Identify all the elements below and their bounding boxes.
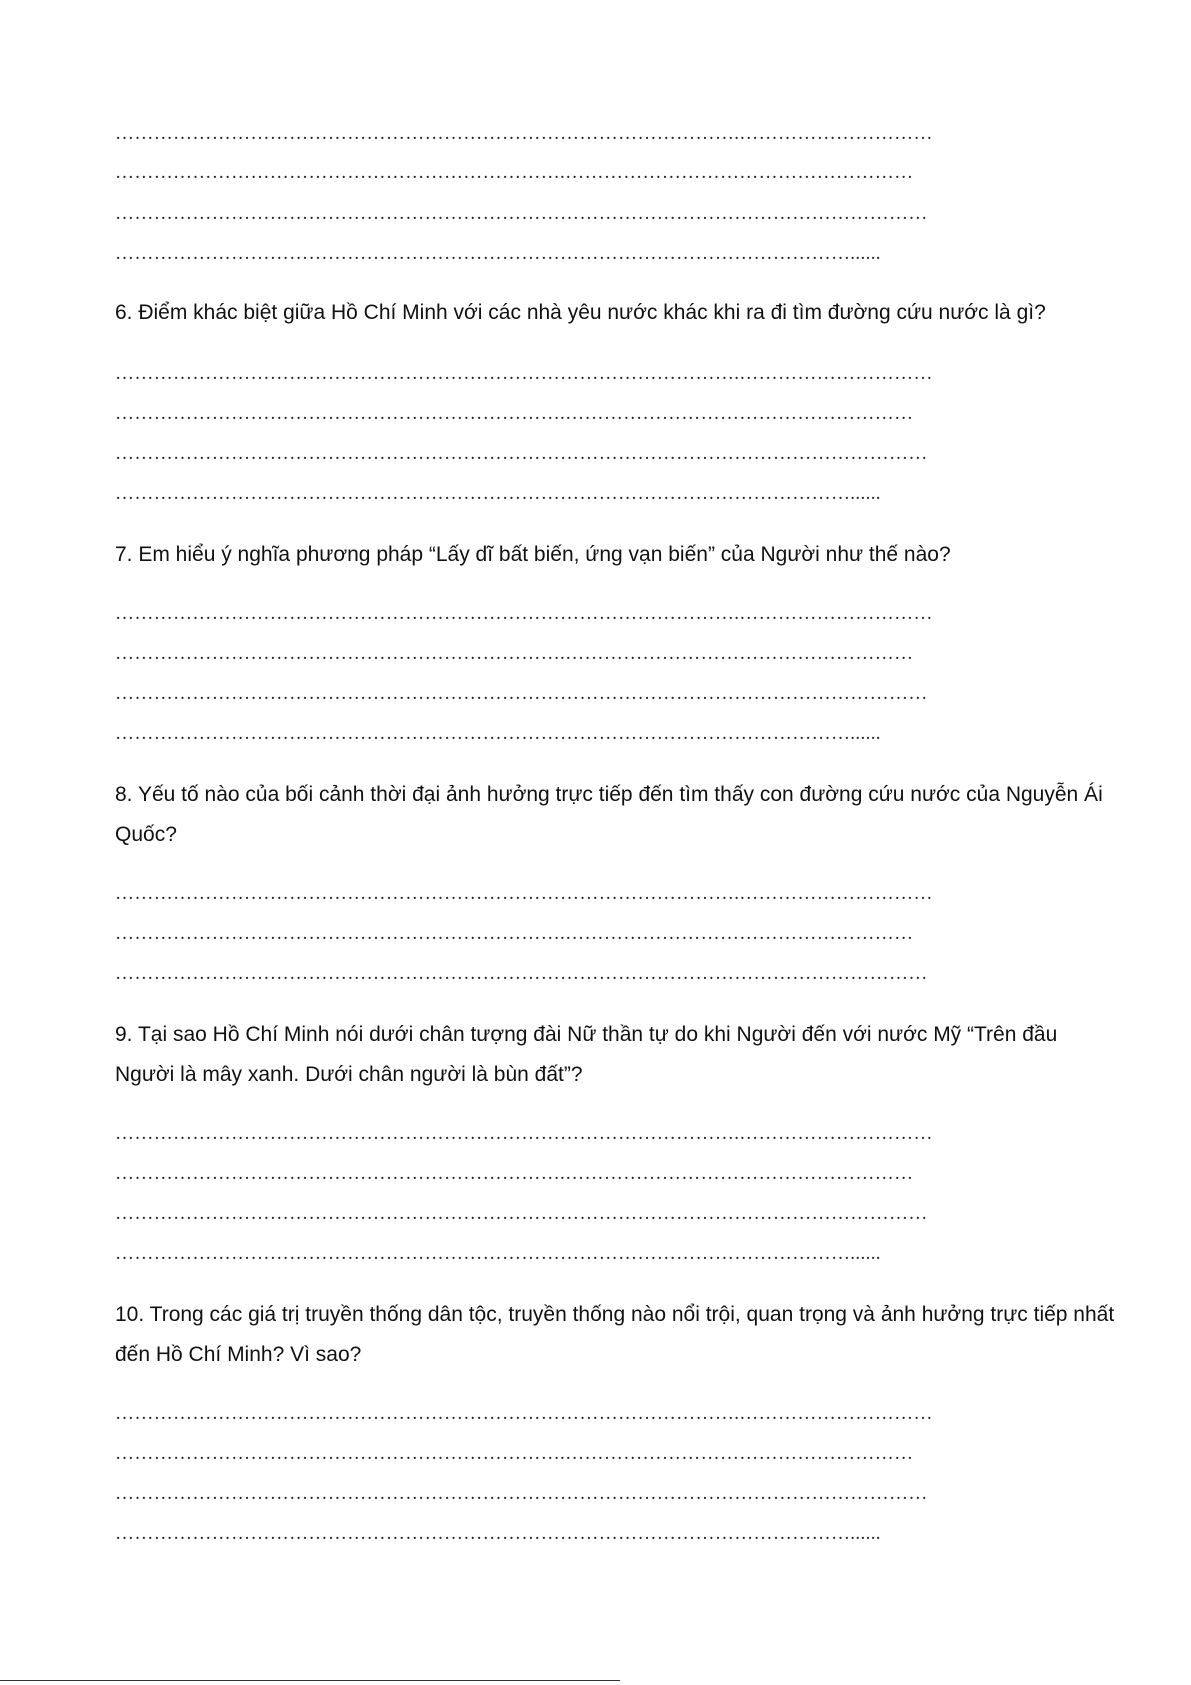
answer-line: ……………………………………………………………………………………………………………… (115, 1203, 928, 1224)
answer-line: …………………………………………………………….……………………………………………… (115, 162, 914, 183)
answer-line: ……………………………………………………………………………………………………………… (115, 683, 928, 704)
answer-line: ……………………………………………………………………………………………………...... (115, 243, 881, 264)
answer-line: ……………………………………………………………………………………………………………… (115, 203, 928, 224)
answer-line: ……………………………………………………………………………………………………………… (115, 963, 928, 984)
answer-line: ……………………………………………………………………………………………………...... (115, 483, 881, 504)
page-bottom-rule (0, 1680, 620, 1681)
answer-line: …………………………………………………………………………………….………………………… (115, 1403, 933, 1424)
answer-line: …………………………………………………………………………………….………………………… (115, 603, 933, 624)
answer-line: ……………………………………………………………………………………………………………… (115, 1483, 928, 1504)
answer-line: …………………………………………………………………………………….………………………… (115, 363, 933, 384)
answer-line: …………………………………………………………….……………………………………………… (115, 1163, 914, 1184)
question-7-line-1: 7. Em hiểu ý nghĩa phương pháp “Lấy dĩ bất biến, ứng vạn biến” của Người như thế nào? (115, 543, 951, 566)
answer-line: …………………………………………………………………………………….………………………… (115, 883, 933, 904)
answer-line: …………………………………………………………….……………………………………………… (115, 403, 914, 424)
question-10-line-2: đến Hồ Chí Minh? Vì sao? (115, 1343, 362, 1366)
question-6-line-1: 6. Điểm khác biệt giữa Hồ Chí Minh với các nhà yêu nước khác khi ra đi tìm đường cứu nước là gì? (115, 301, 1046, 324)
answer-line: …………………………………………………………….……………………………………………… (115, 643, 914, 664)
question-9-line-1: 9. Tại sao Hồ Chí Minh nói dưới chân tượng đài Nữ thần tự do khi Người đến với nước Mỹ “Trên đầu (115, 1023, 1058, 1046)
question-8-line-2: Quốc? (115, 823, 177, 846)
answer-line: …………………………………………………………….……………………………………………… (115, 923, 914, 944)
question-8-line-1: 8. Yếu tố nào của bối cảnh thời đại ảnh hưởng trực tiếp đến tìm thấy con đường cứu nước của Nguyễn Ái (115, 783, 1103, 806)
answer-line: ……………………………………………………………………………………………………...... (115, 1243, 881, 1264)
answer-line: ……………………………………………………………………………………………………………… (115, 443, 928, 464)
answer-line: …………………………………………………………….……………………………………………… (115, 1443, 914, 1464)
answer-line: ……………………………………………………………………………………………………...... (115, 1523, 881, 1544)
answer-line: …………………………………………………………………………………….………………………… (115, 1123, 933, 1144)
question-10-line-1: 10. Trong các giá trị truyền thống dân tộc, truyền thống nào nổi trội, quan trọng và ảnh hưởng trực tiếp nhất (115, 1303, 1115, 1326)
answer-line: …………………………………………………………………………………….………………………… (115, 123, 933, 144)
answer-line: ……………………………………………………………………………………………………...... (115, 723, 881, 744)
question-9-line-2: Người là mây xanh. Dưới chân người là bùn đất”? (115, 1063, 583, 1086)
